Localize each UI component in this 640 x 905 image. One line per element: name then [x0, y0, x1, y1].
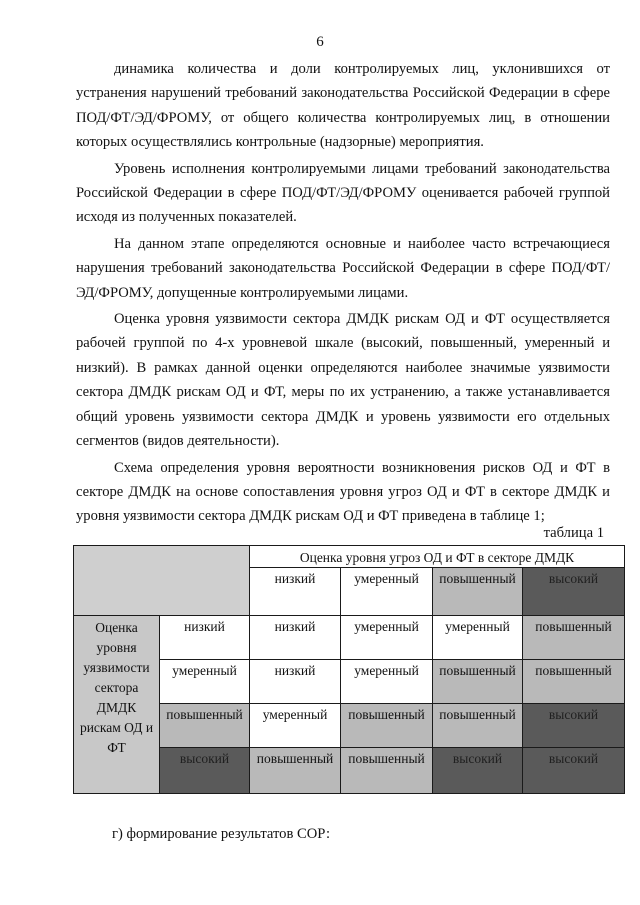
table-corner-cell: [74, 546, 250, 616]
risk-matrix-table: [73, 545, 625, 794]
matrix-cell: умеренный: [250, 704, 341, 748]
threat-level-moderate: умеренный: [341, 568, 433, 616]
threat-level-high: высокий: [523, 568, 625, 616]
vuln-level-elevated: повышенный: [160, 704, 250, 748]
matrix-cell: повышенный: [250, 748, 341, 794]
bottom-list-item: г) формирование результатов СОР:: [112, 826, 330, 842]
paragraph-5: Схема определения уровня вероятности возникновения рисков ОД и ФТ в секторе ДМДК на основе сопоставления уровня угроз ОД и ФТ в секторе ДМДК и уровня уязвимости сектора ДМДК рискам ОД и ФТ приведена в таблице 1;: [76, 459, 610, 525]
matrix-cell: высокий: [433, 748, 523, 794]
matrix-cell: повышенный: [341, 748, 433, 794]
table-caption: таблица 1: [543, 525, 604, 541]
matrix-cell: повышенный: [523, 616, 625, 660]
vuln-level-low: низкий: [160, 616, 250, 660]
body-text: [76, 57, 610, 531]
matrix-cell: повышенный: [341, 704, 433, 748]
matrix-cell: повышенный: [433, 704, 523, 748]
threat-level-low: низкий: [250, 568, 341, 616]
threat-header: Оценка уровня угроз ОД и ФТ в секторе ДМДК: [250, 546, 625, 568]
matrix-cell: повышенный: [433, 660, 523, 704]
matrix-cell: умеренный: [433, 616, 523, 660]
paragraph-4: Оценка уровня уязвимости сектора ДМДК рискам ОД и ФТ осуществляется рабочей группой по 4-х уровневой шкале (высокий, повышенный, умеренный и низкий). В рамках данной оценки определяются наиболее значимые уязвимости сектора ДМДК рискам ОД и ФТ, меры по их устранению, а также устанавливается общий уровень уязвимости сектора ДМДК и уровень уязвимости его отдельных сегментов (видов деятельности).: [76, 311, 610, 450]
matrix-cell: высокий: [523, 748, 625, 794]
matrix-cell: низкий: [250, 616, 341, 660]
vuln-level-high: высокий: [160, 748, 250, 794]
matrix-cell: низкий: [250, 660, 341, 704]
matrix-cell: умеренный: [341, 660, 433, 704]
paragraph-3: На данном этапе определяются основные и наиболее часто встречающиеся нарушения требований законодательства Российской Федерации в сфере ПОД/ФТ/ЭД/ФРОМУ, допущенные контролируемыми лицами.: [76, 235, 610, 301]
threat-level-elevated: повышенный: [433, 568, 523, 616]
matrix-cell: умеренный: [341, 616, 433, 660]
matrix-cell: высокий: [523, 704, 625, 748]
vulnerability-header: Оценка уровня уязвимости сектора ДМДК рискам ОД и ФТ: [74, 616, 160, 794]
paragraph-2: Уровень исполнения контролируемыми лицами требований законодательства Российской Федерации в сфере ПОД/ФТ/ЭД/ФРОМУ оценивается рабочей группой исходя из полученных показателей.: [76, 160, 610, 226]
matrix-cell: повышенный: [523, 660, 625, 704]
page-number: 6: [316, 34, 324, 50]
vuln-level-moderate: умеренный: [160, 660, 250, 704]
paragraph-1: динамика количества и доли контролируемых лиц, уклонившихся от устранения нарушений требований законодательства Российской Федерации в сфере ПОД/ФТ/ЭД/ФРОМУ, от общего количества контролируемых лиц, в отношении которых осуществлялись контрольные (надзорные) мероприятия.: [76, 61, 610, 151]
